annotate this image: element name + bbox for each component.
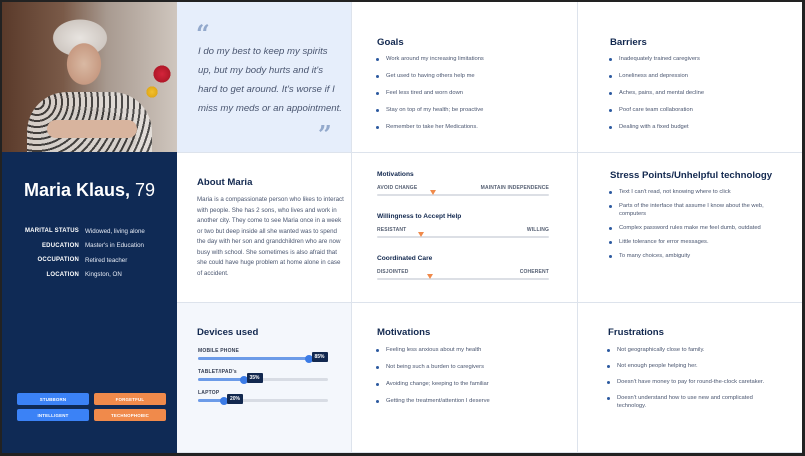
device-pct: 85% — [312, 352, 328, 362]
list-item: Parts of the interface that assume I know about the web, computers — [608, 202, 778, 218]
list-item: Work around my increasing limitations — [375, 55, 565, 63]
list-item: Complex password rules make me feel dumb, outdated — [608, 224, 778, 232]
list-item: Not being such a burden to caregivers — [375, 363, 565, 371]
list-item: Little tolerance for error messages. — [608, 238, 778, 246]
barriers-title: Barriers — [610, 37, 647, 48]
info-label: OCCUPATION — [37, 257, 79, 264]
list-item: Not geographically close to family. — [606, 346, 776, 354]
close-quote-icon: ” — [318, 120, 332, 149]
tag-forgetful: FORGETFUL — [94, 393, 166, 405]
info-value: Kingston, ON — [85, 271, 122, 279]
stress-title: Stress Points/Unhelpful technology — [610, 170, 773, 181]
motivations-title: Motivations — [377, 327, 431, 338]
info-value: Widowed, living alone — [85, 227, 145, 235]
scale-title: Coordinated Care — [377, 255, 433, 262]
list-item: Stay on top of my health; be proactive — [375, 106, 565, 114]
scale-right-label: COHERENT — [519, 269, 549, 275]
persona-name: Maria Klaus, — [23, 180, 130, 200]
list-item: Doesn't have money to pay for round-the-clock caretaker. — [606, 378, 776, 386]
device-label: LAPTOP — [198, 390, 220, 396]
scale-right-label: MAINTAIN INDEPENDENCE — [480, 185, 549, 191]
scale-left-label: DISJOINTED — [377, 269, 409, 275]
info-label: MARITAL STATUS — [24, 228, 79, 235]
device-label: TABLET/IPAD's — [198, 369, 237, 375]
tag-stubborn: STUBBORN — [17, 393, 89, 405]
list-item: Feel less tired and worn down — [375, 89, 565, 97]
device-pct: 20% — [227, 394, 243, 404]
info-label: LOCATION — [46, 271, 79, 278]
list-item: Loneliness and depression — [608, 72, 798, 80]
list-item: To many choices, ambiguity — [608, 252, 778, 260]
list-item: Remember to take her Medications. — [375, 123, 565, 131]
devices-title: Devices used — [197, 327, 259, 338]
about-text: Maria is a compassionate person who likes to interact with people. She has 2 sons, who lives and work in another city. They come to see Maria once in a week or two but deep inside all she wanted was to spend the day with her son and grandchildren who are now busy with school. She sometimes is also afraid that she could have huge problem at home alone in case of accident. — [197, 196, 344, 277]
device-label: MOBILE PHONE — [198, 348, 240, 354]
scale-right-label: WILLING — [526, 227, 549, 233]
info-value: Master's in Education — [85, 242, 144, 250]
tag-technophobic: TECHNOPHOBIC — [94, 409, 166, 421]
device-pct: 35% — [247, 373, 263, 383]
list-item: Poof care team collaboration — [608, 106, 798, 114]
persona-age: 79 — [135, 180, 156, 200]
list-item: Avoiding change; keeping to the familiar — [375, 380, 565, 388]
tag-intelligent: INTELLIGENT — [17, 409, 89, 421]
scale-title: Willingness to Accept Help — [377, 213, 462, 220]
info-value: Retired teacher — [85, 256, 128, 264]
open-quote-icon: “ — [196, 19, 210, 48]
list-item: Dealing with a fixed budget — [608, 123, 798, 131]
list-item: Aches, pains, and mental decline — [608, 89, 798, 97]
list-item: Getting the treatment/attention I deserve — [375, 397, 565, 405]
goals-title: Goals — [377, 37, 404, 48]
list-item: Not enough people helping her. — [606, 362, 776, 370]
list-item: Inadequately trained caregivers — [608, 55, 798, 63]
list-item: Doesn't understand how to use new and complicated technology. — [606, 394, 776, 410]
frustrations-title: Frustrations — [608, 327, 664, 338]
scale-left-label: RESISTANT — [377, 227, 407, 233]
quote-text: I do my best to keep my spirits up, but my body hurts and it's hard to get around. It's worse if I miss my meds or an appointment. — [198, 46, 342, 114]
list-item: Text I can't read, not knowing where to click — [608, 188, 778, 196]
info-label: EDUCATION — [41, 242, 79, 249]
scale-title: Motivations — [377, 171, 414, 178]
list-item: Get used to having others help me — [375, 72, 565, 80]
list-item: Feeling less anxious about my health — [375, 346, 565, 354]
about-title: About Maria — [197, 177, 253, 188]
scale-left-label: AVOID CHANGE — [377, 185, 418, 191]
